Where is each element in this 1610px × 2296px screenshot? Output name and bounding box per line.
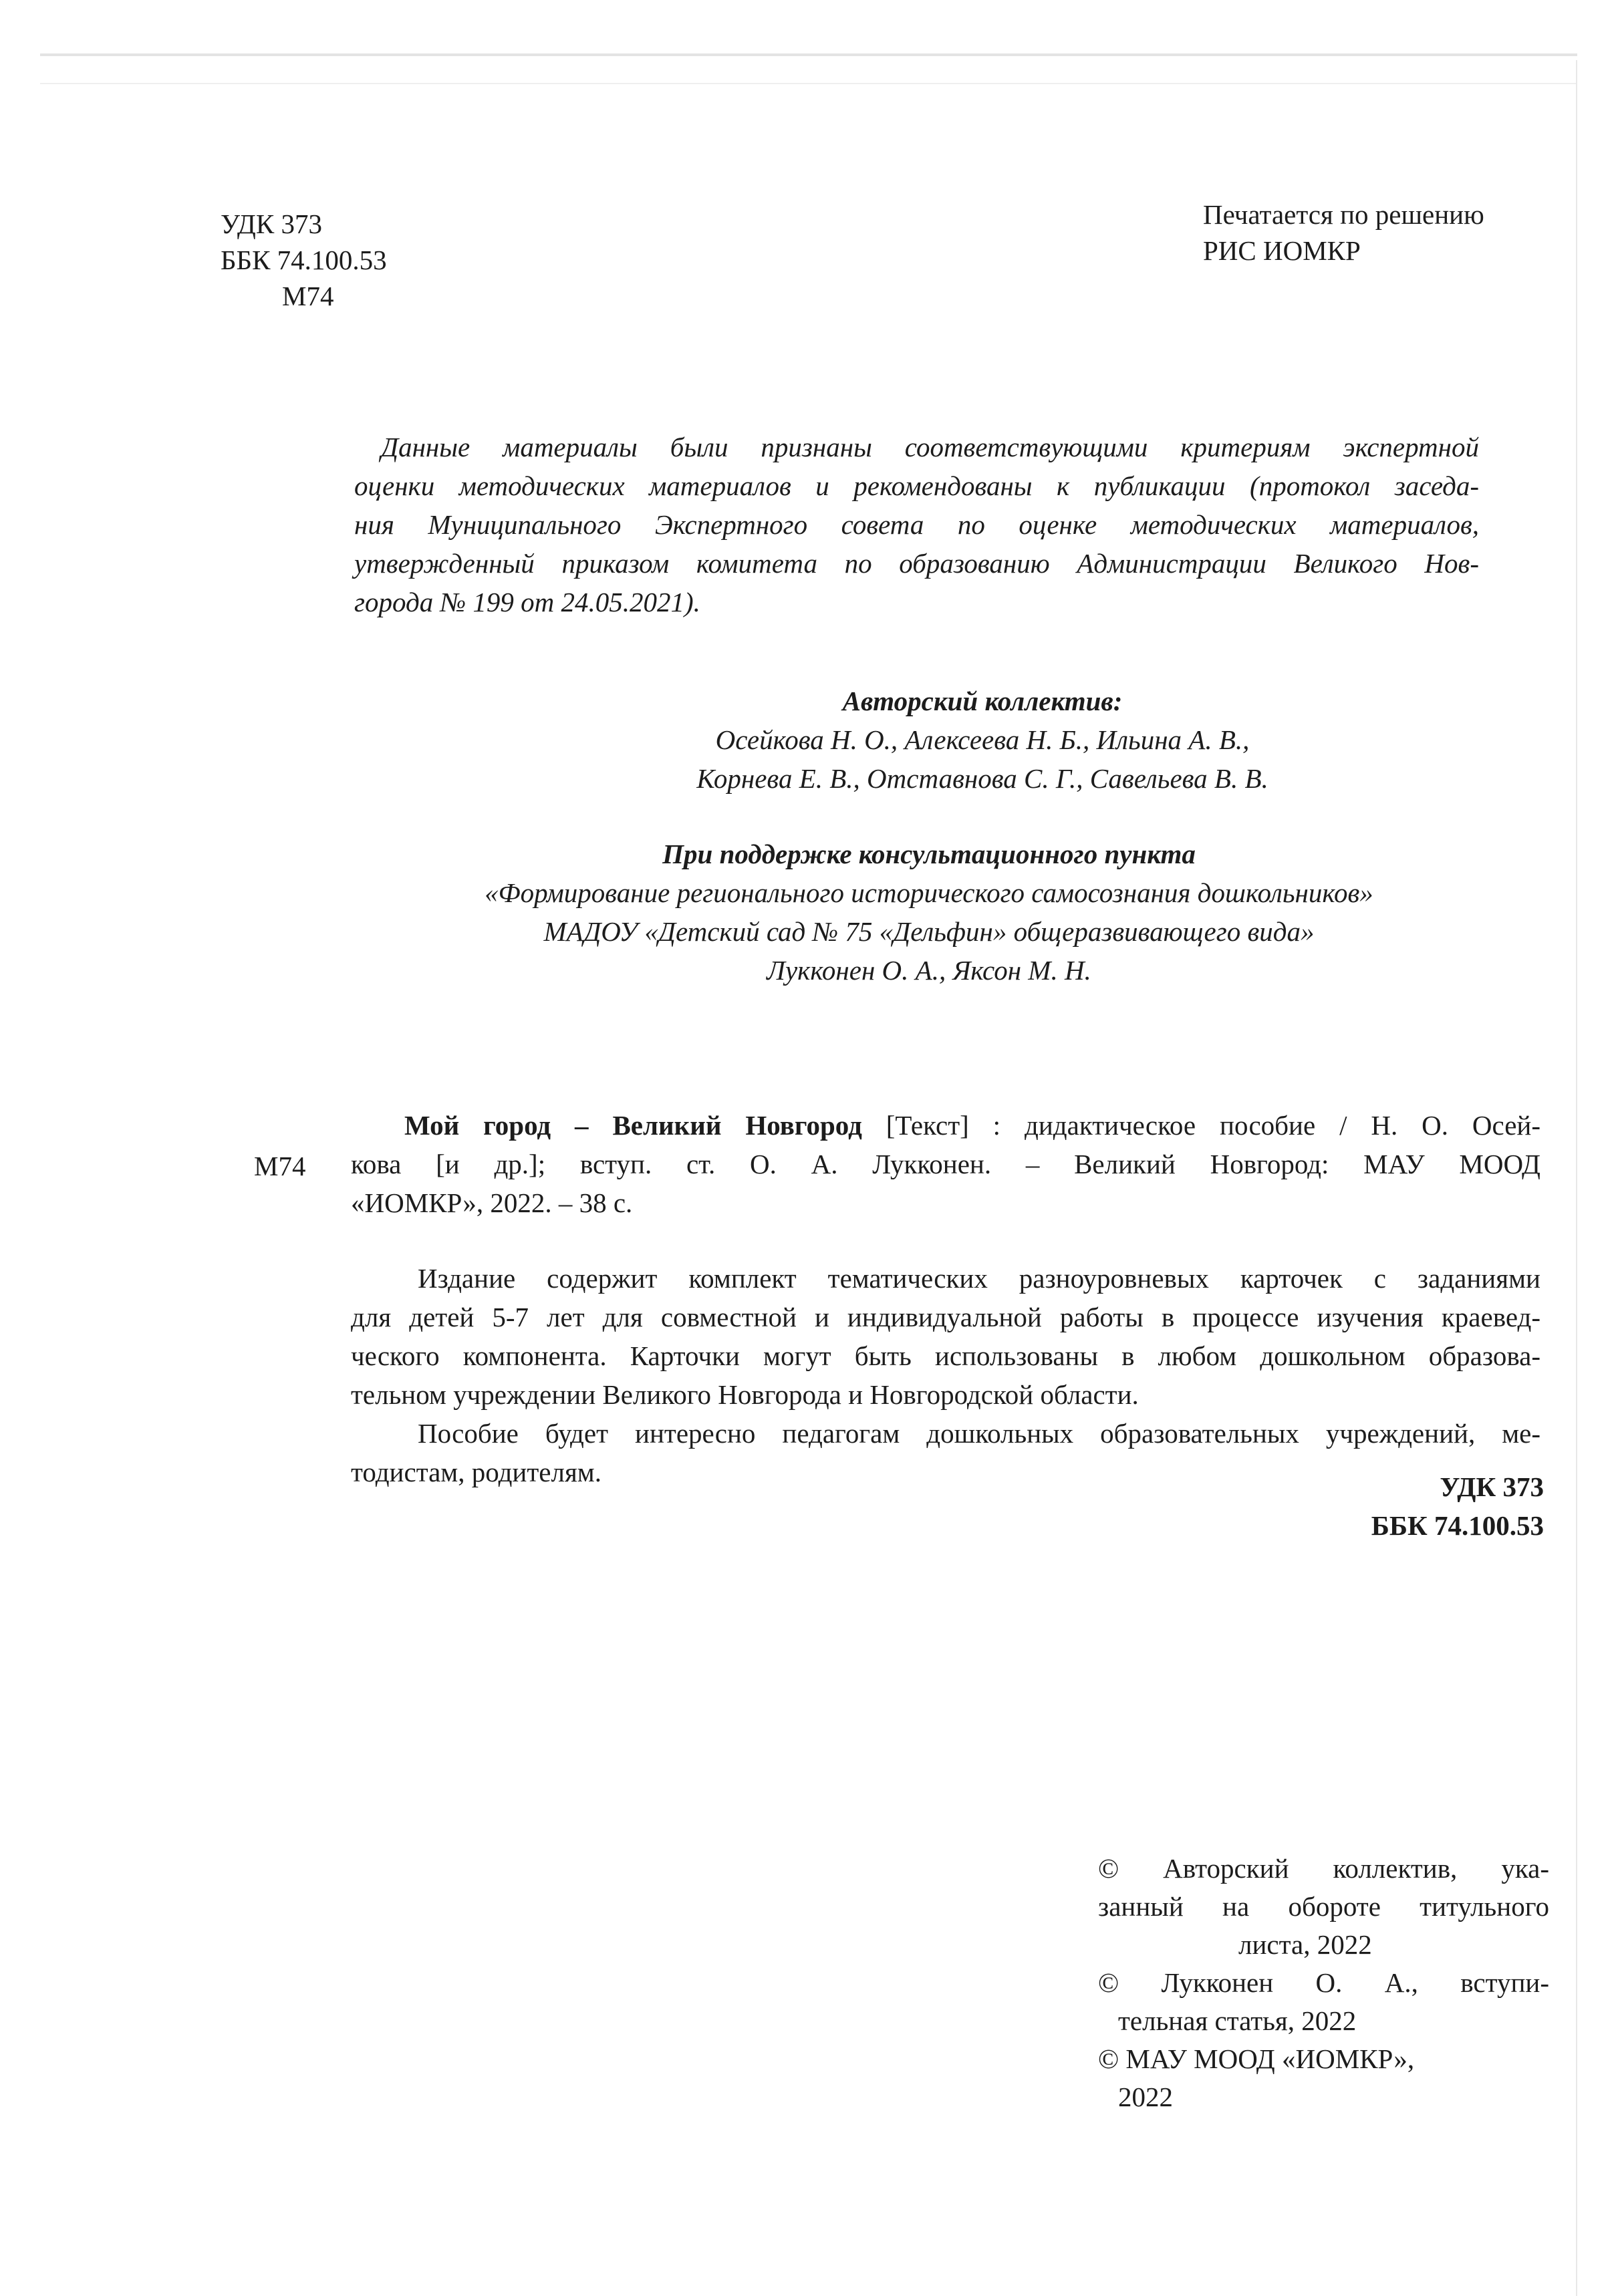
print-approval	[1203, 196, 1551, 269]
print-approval-line: Печатается по решению	[1203, 199, 1484, 230]
annotation-line: тодистам, родителям.	[351, 1457, 602, 1487]
classification-codes	[221, 206, 501, 314]
bbk-code: ББК 74.100.53	[221, 245, 387, 275]
support-line: МАДОУ «Детский сад № 75 «Дельфин» общеразвивающего вида»	[543, 916, 1315, 947]
copyright-line: занный на обороте титульного	[1098, 1891, 1549, 1922]
support-block	[361, 835, 1497, 990]
footer-bbk: ББК 74.100.53	[1371, 1510, 1544, 1541]
copyright-line: © МАУ МООД «ИОМКР»,	[1098, 2043, 1415, 2074]
authors-block	[468, 682, 1497, 798]
udk-code: УДК 373	[221, 208, 322, 239]
author-mark: М74	[282, 281, 334, 311]
support-heading: При поддержке консультационного пункта	[662, 839, 1196, 869]
authors-line: Корнева Е. В., Отставнова С. Г., Савельева В. В.	[696, 763, 1268, 794]
footer-udk: УДК 373	[1440, 1471, 1544, 1502]
approval-line: утвержденный приказом комитета по образованию Администрации Великого Нов-	[354, 548, 1479, 579]
scan-page-edge	[40, 53, 1577, 84]
biblio-code: М74	[254, 1151, 306, 1181]
annotation-line: тельном учреждении Великого Новгорода и Новгородской области.	[351, 1379, 1139, 1410]
copyright-line: © Лукконен О. А., вступи-	[1098, 1967, 1549, 1998]
annotation-line: Издание содержит комплект тематических разноуровневых карточек с заданиями	[418, 1263, 1540, 1294]
copyright-block	[1098, 1850, 1549, 2116]
copyright-line: 2022	[1118, 2082, 1173, 2112]
book-title: Мой город – Великий Новгород	[404, 1110, 862, 1141]
authors-heading: Авторский коллектив:	[842, 686, 1123, 716]
support-line: Лукконен О. А., Яксон М. Н.	[767, 955, 1091, 986]
print-approval-body: РИС ИОМКР	[1203, 235, 1361, 266]
copyright-line: тельная статья, 2022	[1118, 2005, 1357, 2036]
annotation-line: для детей 5-7 лет для совместной и индивидуальной работы в процессе изучения краевед-	[351, 1302, 1540, 1332]
approval-paragraph	[354, 428, 1479, 621]
authors-line: Осейкова Н. О., Алексеева Н. Б., Ильина А. В.,	[715, 724, 1250, 755]
support-line: «Формирование регионального исторического самосознания дошкольников»	[485, 877, 1373, 908]
biblio-line: «ИОМКР», 2022. – 38 с.	[351, 1187, 633, 1218]
copyright-line: © Авторский коллектив, ука-	[1098, 1853, 1549, 1884]
biblio-line-rest: [Текст] : дидактическое пособие / Н. О. Осей-	[861, 1110, 1540, 1141]
annotation-line: Пособие будет интересно педагогам дошкольных образовательных учреждений, ме-	[418, 1418, 1540, 1449]
approval-line: оценки методических материалов и рекомендованы к публикации (протокол заседа-	[354, 470, 1479, 501]
approval-line: Данные материалы были признаны соответствующими критериям экспертной	[381, 432, 1479, 462]
scan-page-edge-right	[1576, 60, 1584, 2296]
approval-line: ния Муниципального Экспертного совета по оценке методических материалов,	[354, 509, 1479, 540]
bibliographic-record	[351, 1106, 1540, 1222]
biblio-line: кова [и др.]; вступ. ст. О. А. Лукконен. – Великий Новгород: МАУ МООД	[351, 1149, 1540, 1179]
footer-codes	[1136, 1467, 1544, 1545]
biblio-line	[351, 1106, 1540, 1145]
annotation	[351, 1259, 1540, 1491]
approval-line: города № 199 от 24.05.2021).	[354, 587, 700, 617]
copyright-line: листа, 2022	[1238, 1929, 1372, 1960]
annotation-line: ческого компонента. Карточки могут быть использованы в любом дошкольном образова-	[351, 1340, 1540, 1371]
